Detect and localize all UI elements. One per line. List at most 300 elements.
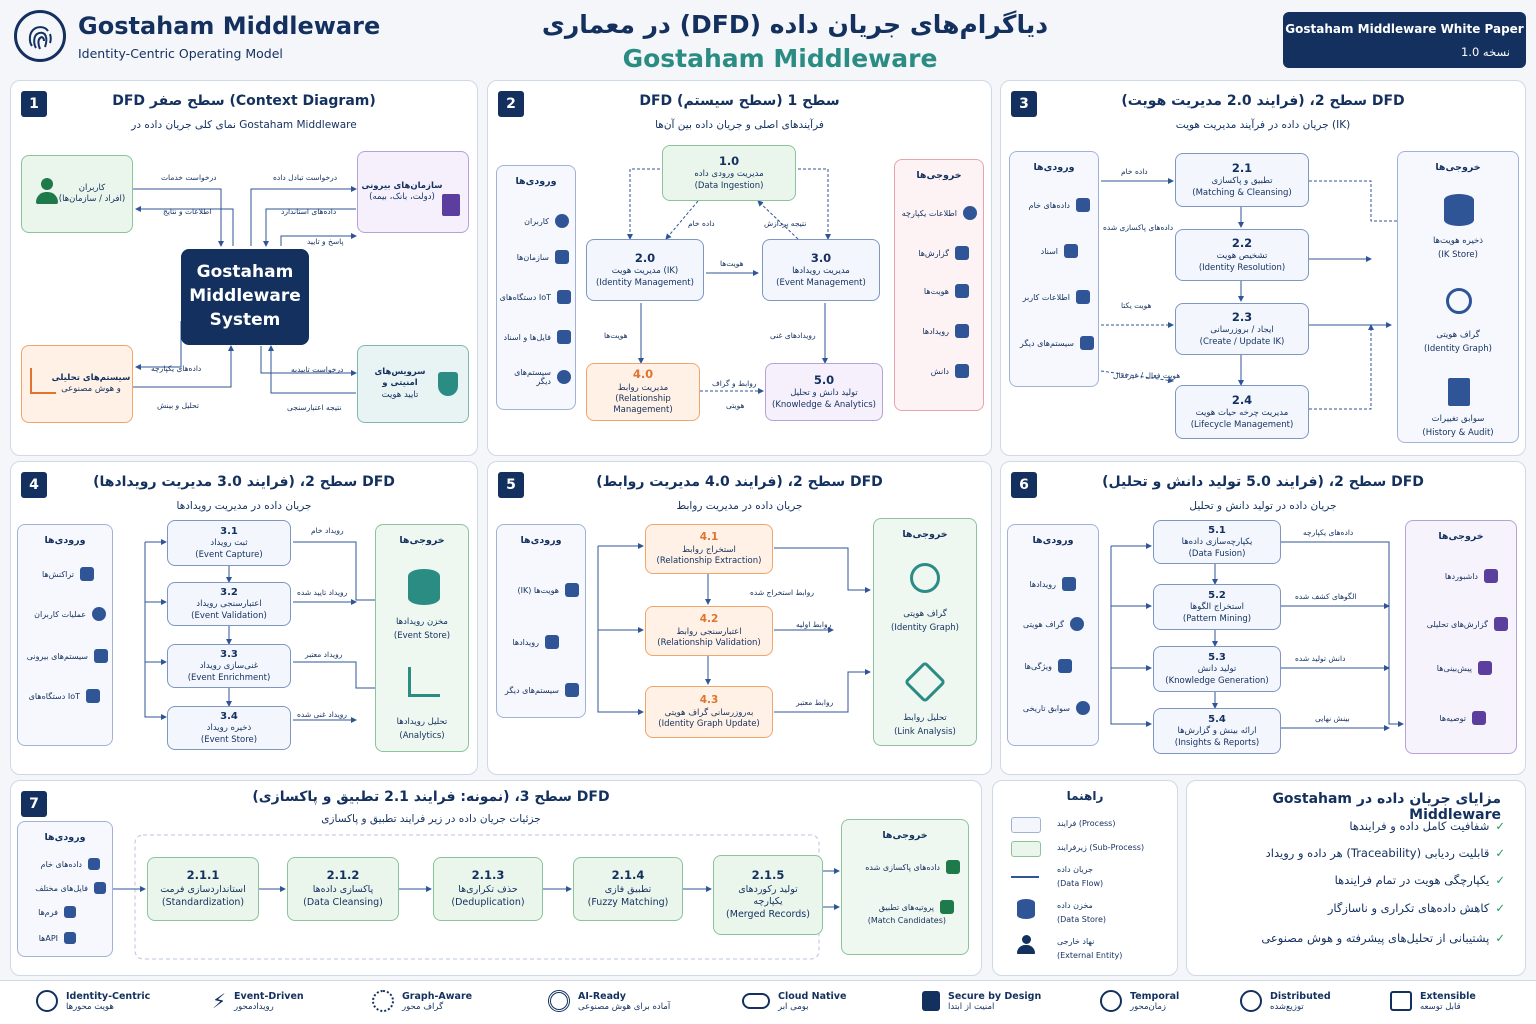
entity-external-orgs[interactable] <box>357 151 469 233</box>
event-icon <box>955 324 969 338</box>
feature-en: Cloud Native <box>778 990 847 1002</box>
flow-label: هویت فعال / غیرفعال <box>1113 371 1181 380</box>
panel-subtitle: نمای کلی جریان داده در Gostaham Middleware <box>131 119 357 131</box>
process-3-2[interactable] <box>167 582 291 626</box>
flow-label: الگوهای کشف شده <box>1295 592 1357 601</box>
process-label: استخراج روابط <box>682 544 736 555</box>
process-label-en: (Standardization) <box>161 896 245 908</box>
process-label-en: (Data Fusion) <box>1188 548 1246 559</box>
clock-icon <box>1100 990 1122 1012</box>
relationship-inputs <box>496 524 586 718</box>
output-item: دانش <box>930 366 949 376</box>
flow-label: داده‌های استاندارد <box>281 207 337 216</box>
flow-label: داده‌های یکپارچه <box>151 364 202 373</box>
process-number: 3.3 <box>220 648 238 660</box>
process-label-en: (Lifecycle Management) <box>1190 419 1294 430</box>
input-item: فرم‌ها <box>38 907 58 917</box>
relationship-outputs <box>873 518 977 746</box>
legend-label-en: (Data Flow) <box>1057 879 1104 888</box>
file-icon <box>94 882 106 894</box>
footer-feature <box>372 981 472 1021</box>
process-5-3[interactable] <box>1153 646 1281 692</box>
panel-number: 5 <box>498 472 524 498</box>
process-label: تولید دانش و تحلیل <box>790 388 858 399</box>
event-icon <box>1062 577 1076 591</box>
process-3-1[interactable] <box>167 520 291 566</box>
bar-chart-icon <box>408 667 440 697</box>
process-label: تولید رکوردهای <box>738 883 798 895</box>
feature-fa: گراف محور <box>402 1001 444 1012</box>
process-number: 2.1 <box>1231 160 1253 175</box>
database-icon <box>963 206 977 220</box>
process-label: اعتبارسنجی روابط <box>676 626 742 637</box>
process-5-0[interactable] <box>765 363 883 421</box>
process-label: استخراج الگوها <box>1190 602 1244 613</box>
panel-subtitle: جریان داده در تولید دانش و تحلیل <box>1189 500 1337 512</box>
building-icon <box>555 250 569 264</box>
security-label: سرویس‌های امنیتی و <box>374 366 426 389</box>
gear-icon <box>557 370 571 384</box>
brand-name: Gostaham Middleware <box>78 12 381 40</box>
panel-title: سطح 3، (نمونه: فرایند 2.1 تطبیق و پاکسازی) DFD <box>252 789 610 805</box>
process-number: 5.3 <box>1208 651 1226 663</box>
input-item: گراف هویتی <box>1023 619 1064 629</box>
table-icon <box>88 858 100 870</box>
shield-icon <box>955 284 969 298</box>
process-number: 4.0 <box>632 367 654 382</box>
process-number: 2.3 <box>1231 309 1253 324</box>
process-label: ایجاد / بروزرسانی <box>1210 325 1274 336</box>
orgs-sub: (دولت، بانک، بیمه) <box>369 192 435 202</box>
check-icon: ✓ <box>1495 931 1505 945</box>
input-item: هویت‌ها (IK) <box>517 585 559 595</box>
flow-label: روابط و گراف <box>712 379 757 388</box>
process-number: 2.1.5 <box>751 868 785 883</box>
process-label: ذخیره رویداد <box>206 723 252 734</box>
input-item: سازمان‌ها <box>516 252 549 262</box>
legend-label-en: (Data Store) <box>1057 915 1107 924</box>
process-label: یکپارچه‌سازی داده‌ها <box>1181 537 1253 548</box>
panel-title: سطح 2، (فرایند 3.0 مدیریت رویدادها) DFD <box>93 474 395 490</box>
user-icon <box>555 214 569 228</box>
panel-title: سطح 2، (فرایند 2.0 مدیریت هویت) DFD <box>1121 93 1405 109</box>
level3-outputs <box>841 819 969 955</box>
process-number: 4.1 <box>699 531 719 544</box>
process-2-1-5[interactable] <box>713 855 823 935</box>
page-subtitle: Gostaham Middleware <box>622 44 938 73</box>
cloud-icon <box>742 993 770 1009</box>
legend-label: نهاد خارجی <box>1057 937 1095 946</box>
input-item: سیستم‌های دیگر <box>514 368 551 386</box>
flow-label: روابط اولیه <box>796 620 832 629</box>
process-label-en: (Event Store) <box>200 734 258 745</box>
process-2-1-2[interactable] <box>287 857 399 921</box>
feature-en: Distributed <box>1270 990 1331 1002</box>
process-number: 2.0 <box>634 250 656 265</box>
input-item: سیستم‌های بیرونی <box>26 651 88 661</box>
process-number: 2.1.1 <box>186 868 220 883</box>
document-icon <box>946 860 960 874</box>
legend-subprocess-swatch <box>1011 841 1041 857</box>
process-label: حذف تکراری‌ها <box>458 883 518 895</box>
identity-outputs <box>1397 151 1519 443</box>
benefit-item: یکپارچگی هویت در تمام فرایندها <box>1334 873 1490 887</box>
knowledge-outputs <box>1405 520 1517 754</box>
process-label-en: (Event Enrichment) <box>187 672 271 683</box>
process-label: تشخیص هویت <box>1216 251 1268 262</box>
benefit-item: شفافیت کامل داده و فرایندها <box>1349 819 1490 833</box>
user-icon <box>1017 935 1035 955</box>
process-5-2[interactable] <box>1153 584 1281 630</box>
shield-check-icon <box>565 683 579 697</box>
process-5-1[interactable] <box>1153 520 1281 564</box>
report-icon <box>1494 617 1508 631</box>
panel-relationship-management <box>487 461 992 775</box>
process-2-1-4[interactable] <box>573 857 683 921</box>
process-label: به‌روزرسانی گراف هویتی <box>664 707 754 718</box>
process-label: تطبیق و پاکسازی <box>1211 176 1273 187</box>
entity-security-services[interactable] <box>357 345 469 423</box>
trend-icon <box>1478 661 1492 675</box>
process-number: 2.2 <box>1231 235 1253 250</box>
legend-label-en: (External Entity) <box>1057 951 1123 960</box>
process-4-3[interactable] <box>645 686 773 738</box>
dashboard-icon <box>1484 569 1498 583</box>
process-number: 2.1.4 <box>611 868 645 883</box>
footer-feature <box>742 981 846 1021</box>
process-4-2[interactable] <box>645 606 773 656</box>
input-item: رویدادها <box>1029 579 1056 589</box>
paper-title: Gostaham Middleware White Paper <box>1285 22 1524 36</box>
process-2-3[interactable] <box>1175 303 1309 355</box>
output-label: سوابق تغییرات <box>1431 414 1485 424</box>
brand-tagline: Identity-Centric Operating Model <box>78 46 283 61</box>
form-icon <box>64 906 76 918</box>
flow-label: اطلاعات و نتایج <box>163 207 212 216</box>
process-label-en: (Relationship Extraction) <box>656 556 762 567</box>
lock-icon <box>922 991 940 1011</box>
file-icon <box>1076 198 1090 212</box>
inputs-header: ورودی‌ها <box>520 535 562 546</box>
analytics-label: سیستم‌های تحلیلی <box>51 372 131 383</box>
level3-inputs <box>17 821 113 957</box>
process-label: تطبیق فازی <box>604 883 652 895</box>
legend-process-swatch <box>1011 817 1041 833</box>
panel-subtitle: جریان داده در مدیریت روابط <box>676 500 803 512</box>
feature-en: Identity-Centric <box>66 990 151 1002</box>
process-2-0[interactable] <box>586 239 704 301</box>
api-icon <box>64 932 76 944</box>
event-icon <box>545 635 559 649</box>
chip-icon <box>557 290 571 304</box>
inputs-header: ورودی‌ها <box>1033 162 1075 173</box>
outputs-header: خروجی‌ها <box>882 830 928 841</box>
feature-fa: رویدادمحور <box>234 1001 274 1012</box>
panel-subtitle: جریان داده در مدیریت رویدادها <box>176 500 312 512</box>
fingerprint-icon <box>36 990 58 1012</box>
panel-title: DFD سطح 1 (سطح سیستم) <box>639 93 840 109</box>
attribute-icon <box>1058 659 1072 673</box>
input-item: عملیات کاربران <box>34 609 86 619</box>
benefit-item: قابلیت ردیابی (Traceability) هر داده و رویداد <box>1265 846 1490 860</box>
process-4-0[interactable] <box>586 363 700 421</box>
paper-version: نسخه 1.0 <box>1460 45 1510 59</box>
process-3-4[interactable] <box>167 706 291 750</box>
legend-title: راهنما <box>1066 789 1104 803</box>
flow-label: داده‌های پاکسازی شده <box>1103 223 1174 232</box>
flow-label: درخواست خدمات <box>161 173 217 182</box>
flow-label: روابط استخراج شده <box>750 588 814 597</box>
process-label: مدیریت ورودی داده <box>694 169 764 180</box>
system-icon <box>1080 336 1094 350</box>
flow-label: دانش تولید شده <box>1295 654 1346 663</box>
process-number: 4.3 <box>699 694 719 707</box>
process-label: مدیریت رویدادها <box>792 266 850 277</box>
input-item: اسناد <box>1040 246 1058 256</box>
process-number: 5.2 <box>1208 589 1226 601</box>
flow-label: درخواست تاییدیه <box>291 365 344 374</box>
feature-fa: قابل توسعه <box>1420 1001 1461 1012</box>
output-label: مخزن رویدادها <box>396 617 448 627</box>
gear-icon <box>94 649 108 663</box>
inputs-header: ورودی‌ها <box>1032 535 1074 546</box>
process-label-en: (Fuzzy Matching) <box>587 896 669 908</box>
flow-label: رویداد تایید شده <box>297 588 348 597</box>
process-label-en: (Deduplication) <box>451 896 525 908</box>
output-label-en: (Link Analysis) <box>894 727 956 737</box>
feature-en: Graph-Aware <box>402 990 473 1002</box>
output-label: گراف هویتی <box>1436 330 1480 340</box>
user-icon <box>92 607 106 621</box>
process-label-en: (Identity Graph Update) <box>658 719 760 730</box>
feature-fa: آماده برای هوش مصنوعی <box>578 1001 671 1012</box>
paper-badge <box>1283 12 1526 68</box>
file-icon <box>557 330 571 344</box>
process-number: 3.4 <box>220 710 238 722</box>
flow-label: پاسخ و تایید <box>307 237 344 246</box>
outputs-header: خروجی‌ها <box>1438 531 1484 542</box>
panel-number: 6 <box>1011 472 1037 498</box>
process-label: تولید دانش <box>1197 664 1237 675</box>
process-2-1-3[interactable] <box>433 857 543 921</box>
panel-context-diagram <box>10 80 478 456</box>
process-number: 2.4 <box>1231 392 1253 407</box>
feature-en: AI-Ready <box>578 990 626 1002</box>
users-label: کاربران <box>78 182 106 193</box>
process-label: مدیریت هویت (IK) <box>611 266 679 277</box>
outputs-header: خروجی‌ها <box>916 170 962 181</box>
flow-label: بینش نهایی <box>1315 714 1350 723</box>
legend-label: جریان داده <box>1057 865 1093 874</box>
process-label-en: (Merged Records) <box>726 909 810 921</box>
output-item: گزارش‌ها <box>918 248 949 258</box>
system-label: Gostaham Middleware System <box>189 262 301 330</box>
process-label-en: (Pattern Mining) <box>1182 613 1252 624</box>
input-item: IoT دستگاه‌های <box>28 691 80 701</box>
feature-fa: هویت محورها <box>66 1001 114 1012</box>
flow-label: نتیجه پردازش <box>764 219 807 228</box>
database-icon <box>1017 899 1035 919</box>
history-icon <box>1076 701 1090 715</box>
process-2-2[interactable] <box>1175 229 1309 281</box>
output-label-en: (Identity Graph) <box>891 623 959 633</box>
entity-users[interactable] <box>21 155 133 233</box>
process-number: 1.0 <box>718 153 740 168</box>
panel-number: 2 <box>498 91 524 117</box>
process-3-3[interactable] <box>167 644 291 688</box>
process-label-en: (Event Validation) <box>191 610 267 621</box>
outputs-header: خروجی‌ها <box>1435 162 1481 173</box>
analytics-sub: و هوش مصنوعی <box>61 384 121 394</box>
process-2-4[interactable] <box>1175 385 1309 439</box>
flow-label: نتیجه اعتبارسنجی <box>287 403 342 412</box>
footer-feature <box>548 981 670 1021</box>
process-label-en: (Insights & Reports) <box>1174 737 1260 748</box>
graph-icon <box>372 990 394 1012</box>
process-2-1-1[interactable] <box>147 857 259 921</box>
graph-icon <box>1070 617 1084 631</box>
user-info-icon <box>1076 290 1090 304</box>
panel-number: 3 <box>1011 91 1037 117</box>
flow-label: رویداد خام <box>311 526 344 535</box>
graph-icon <box>1446 288 1472 314</box>
process-label: یکپارچه <box>753 896 783 908</box>
check-icon: ✓ <box>1495 846 1505 860</box>
panel-subtitle: جزئیات جریان داده در زیر فرایند تطبیق و پاکسازی <box>321 813 541 825</box>
process-number: 3.2 <box>220 586 238 598</box>
output-label-en: (History & Audit) <box>1422 428 1494 438</box>
outputs-header: خروجی‌ها <box>902 529 948 540</box>
process-number: 4.2 <box>699 613 719 626</box>
process-5-4[interactable] <box>1153 708 1281 754</box>
benefits-title: مزایای جریان داده در Gostaham Middleware <box>1272 791 1501 823</box>
process-label-en: (Event Capture) <box>195 549 263 560</box>
report-icon <box>955 246 969 260</box>
inputs-header: ورودی‌ها <box>44 535 86 546</box>
output-label-en: (Event Store) <box>393 631 451 641</box>
input-item: تراکنش‌ها <box>42 569 74 579</box>
output-item: هویت‌ها <box>923 286 949 296</box>
input-item: ویژگی‌ها <box>1024 661 1052 671</box>
feature-en: Secure by Design <box>948 990 1042 1002</box>
database-icon <box>1444 194 1474 226</box>
process-label: استانداردسازی فرمت <box>160 883 246 895</box>
process-1-0[interactable] <box>662 145 796 201</box>
footer-feature <box>1100 981 1179 1021</box>
output-item: توصیه‌ها <box>1439 713 1466 723</box>
input-item: سیستم‌های دیگر <box>504 685 559 695</box>
feature-en: Temporal <box>1130 990 1180 1002</box>
process-number: 5.4 <box>1208 713 1226 725</box>
orgs-label: سازمان‌های بیرونی <box>361 180 443 191</box>
flow-label: داده خام <box>688 219 715 228</box>
check-icon: ✓ <box>1495 901 1505 915</box>
panel-title: سطح 2، (فرایند 4.0 مدیریت روابط) DFD <box>596 474 883 490</box>
security-sub: تایید هویت <box>381 389 419 400</box>
benefit-item: پشتیبانی از تحلیل‌های پیشرفته و هوش مصنوعی <box>1261 931 1490 945</box>
process-2-1[interactable] <box>1175 153 1309 207</box>
process-label: ارائه بینش و گزارش‌ها <box>1177 726 1257 737</box>
panel-subtitle: فرآیندهای اصلی و جریان داده بین آن‌ها <box>655 119 824 131</box>
feature-fa: بومی ابر <box>778 1001 809 1012</box>
process-3-0[interactable] <box>762 239 880 301</box>
panel-level1 <box>487 80 992 456</box>
process-number: 5.0 <box>813 372 835 387</box>
flow-label: هویتی <box>726 401 745 410</box>
output-item: پروتیه‌های تطبیق <box>878 902 934 912</box>
level1-inputs <box>496 165 576 410</box>
network-icon <box>940 900 954 914</box>
input-item: سوابق تاریخی <box>1022 703 1070 713</box>
process-label: مدیریت چرخه حیات هویت <box>1195 408 1289 419</box>
brand-logo-icon <box>14 10 66 62</box>
flow-label: تحلیل و بینش <box>157 401 199 410</box>
input-item: فایل‌ها و اسناد <box>503 332 551 342</box>
legend-label: مخزن داده <box>1057 901 1093 910</box>
footer-feature <box>212 981 304 1021</box>
flow-label: هویت یکتا <box>1121 301 1152 310</box>
outputs-header: خروجی‌ها <box>399 535 445 546</box>
process-label-en: (Knowledge & Analytics) <box>772 399 876 410</box>
shield-check-icon <box>438 372 458 396</box>
output-label: ذخیره هویت‌ها <box>1432 236 1484 246</box>
output-item: داشبوردها <box>1444 571 1478 581</box>
panel-number: 4 <box>21 472 47 498</box>
building-icon <box>442 194 460 216</box>
entity-analytics-systems[interactable] <box>21 345 133 423</box>
process-number: 5.1 <box>1208 524 1226 536</box>
bar-chart-icon <box>30 368 56 394</box>
legend-label: زیرفرایند (Sub-Process) <box>1057 843 1145 852</box>
input-item: داده‌های خام <box>1028 200 1070 210</box>
output-item: پیش‌بینی‌ها <box>1436 663 1472 673</box>
knowledge-inputs <box>1007 524 1099 746</box>
process-number: 2.1.3 <box>471 868 505 883</box>
chip-icon <box>86 689 100 703</box>
process-label-en: (Data Ingestion) <box>694 180 764 191</box>
panel-identity-management <box>1000 80 1526 456</box>
gostaham-system[interactable] <box>181 249 309 345</box>
input-item: فایل‌های مختلف <box>35 883 88 893</box>
network-icon <box>904 661 946 703</box>
flow-label: داده‌های یکپارچه <box>1303 528 1354 537</box>
legend-label: فرایند (Process) <box>1057 819 1116 828</box>
process-label-en: (Identity Resolution) <box>1198 262 1286 273</box>
inputs-header: ورودی‌ها <box>44 832 86 843</box>
users-sub: (افراد / سازمان‌ها) <box>58 194 126 204</box>
process-label-en: (Relationship Validation) <box>657 638 761 649</box>
benefits-panel <box>1186 780 1526 976</box>
feature-fa: زمان‌محور <box>1130 1001 1167 1012</box>
process-number: 3.0 <box>810 250 832 265</box>
panel-event-management <box>10 461 478 775</box>
footer-feature <box>1240 981 1331 1021</box>
output-item-en: (Match Candidates) <box>867 916 946 925</box>
panel-knowledge-analytics <box>1000 461 1526 775</box>
benefit-item: کاهش داده‌های تکراری و ناسازگار <box>1327 901 1490 915</box>
process-4-1[interactable] <box>645 524 773 574</box>
output-label-en: (Analytics) <box>399 731 445 741</box>
output-label: گراف هویتی <box>903 609 947 619</box>
process-label: پاکسازی داده‌ها <box>312 883 374 895</box>
process-label-en: (Relationship Management) <box>613 394 673 416</box>
process-label-en: (Matching & Cleansing) <box>1192 187 1292 198</box>
input-item: کاربران <box>524 216 549 226</box>
process-label-en: (Event Management) <box>776 277 866 288</box>
process-label: اعتبارسنجی رویداد <box>196 599 262 610</box>
input-item: سیستم‌های دیگر <box>1019 338 1074 348</box>
process-number: 2.1.2 <box>326 868 360 883</box>
